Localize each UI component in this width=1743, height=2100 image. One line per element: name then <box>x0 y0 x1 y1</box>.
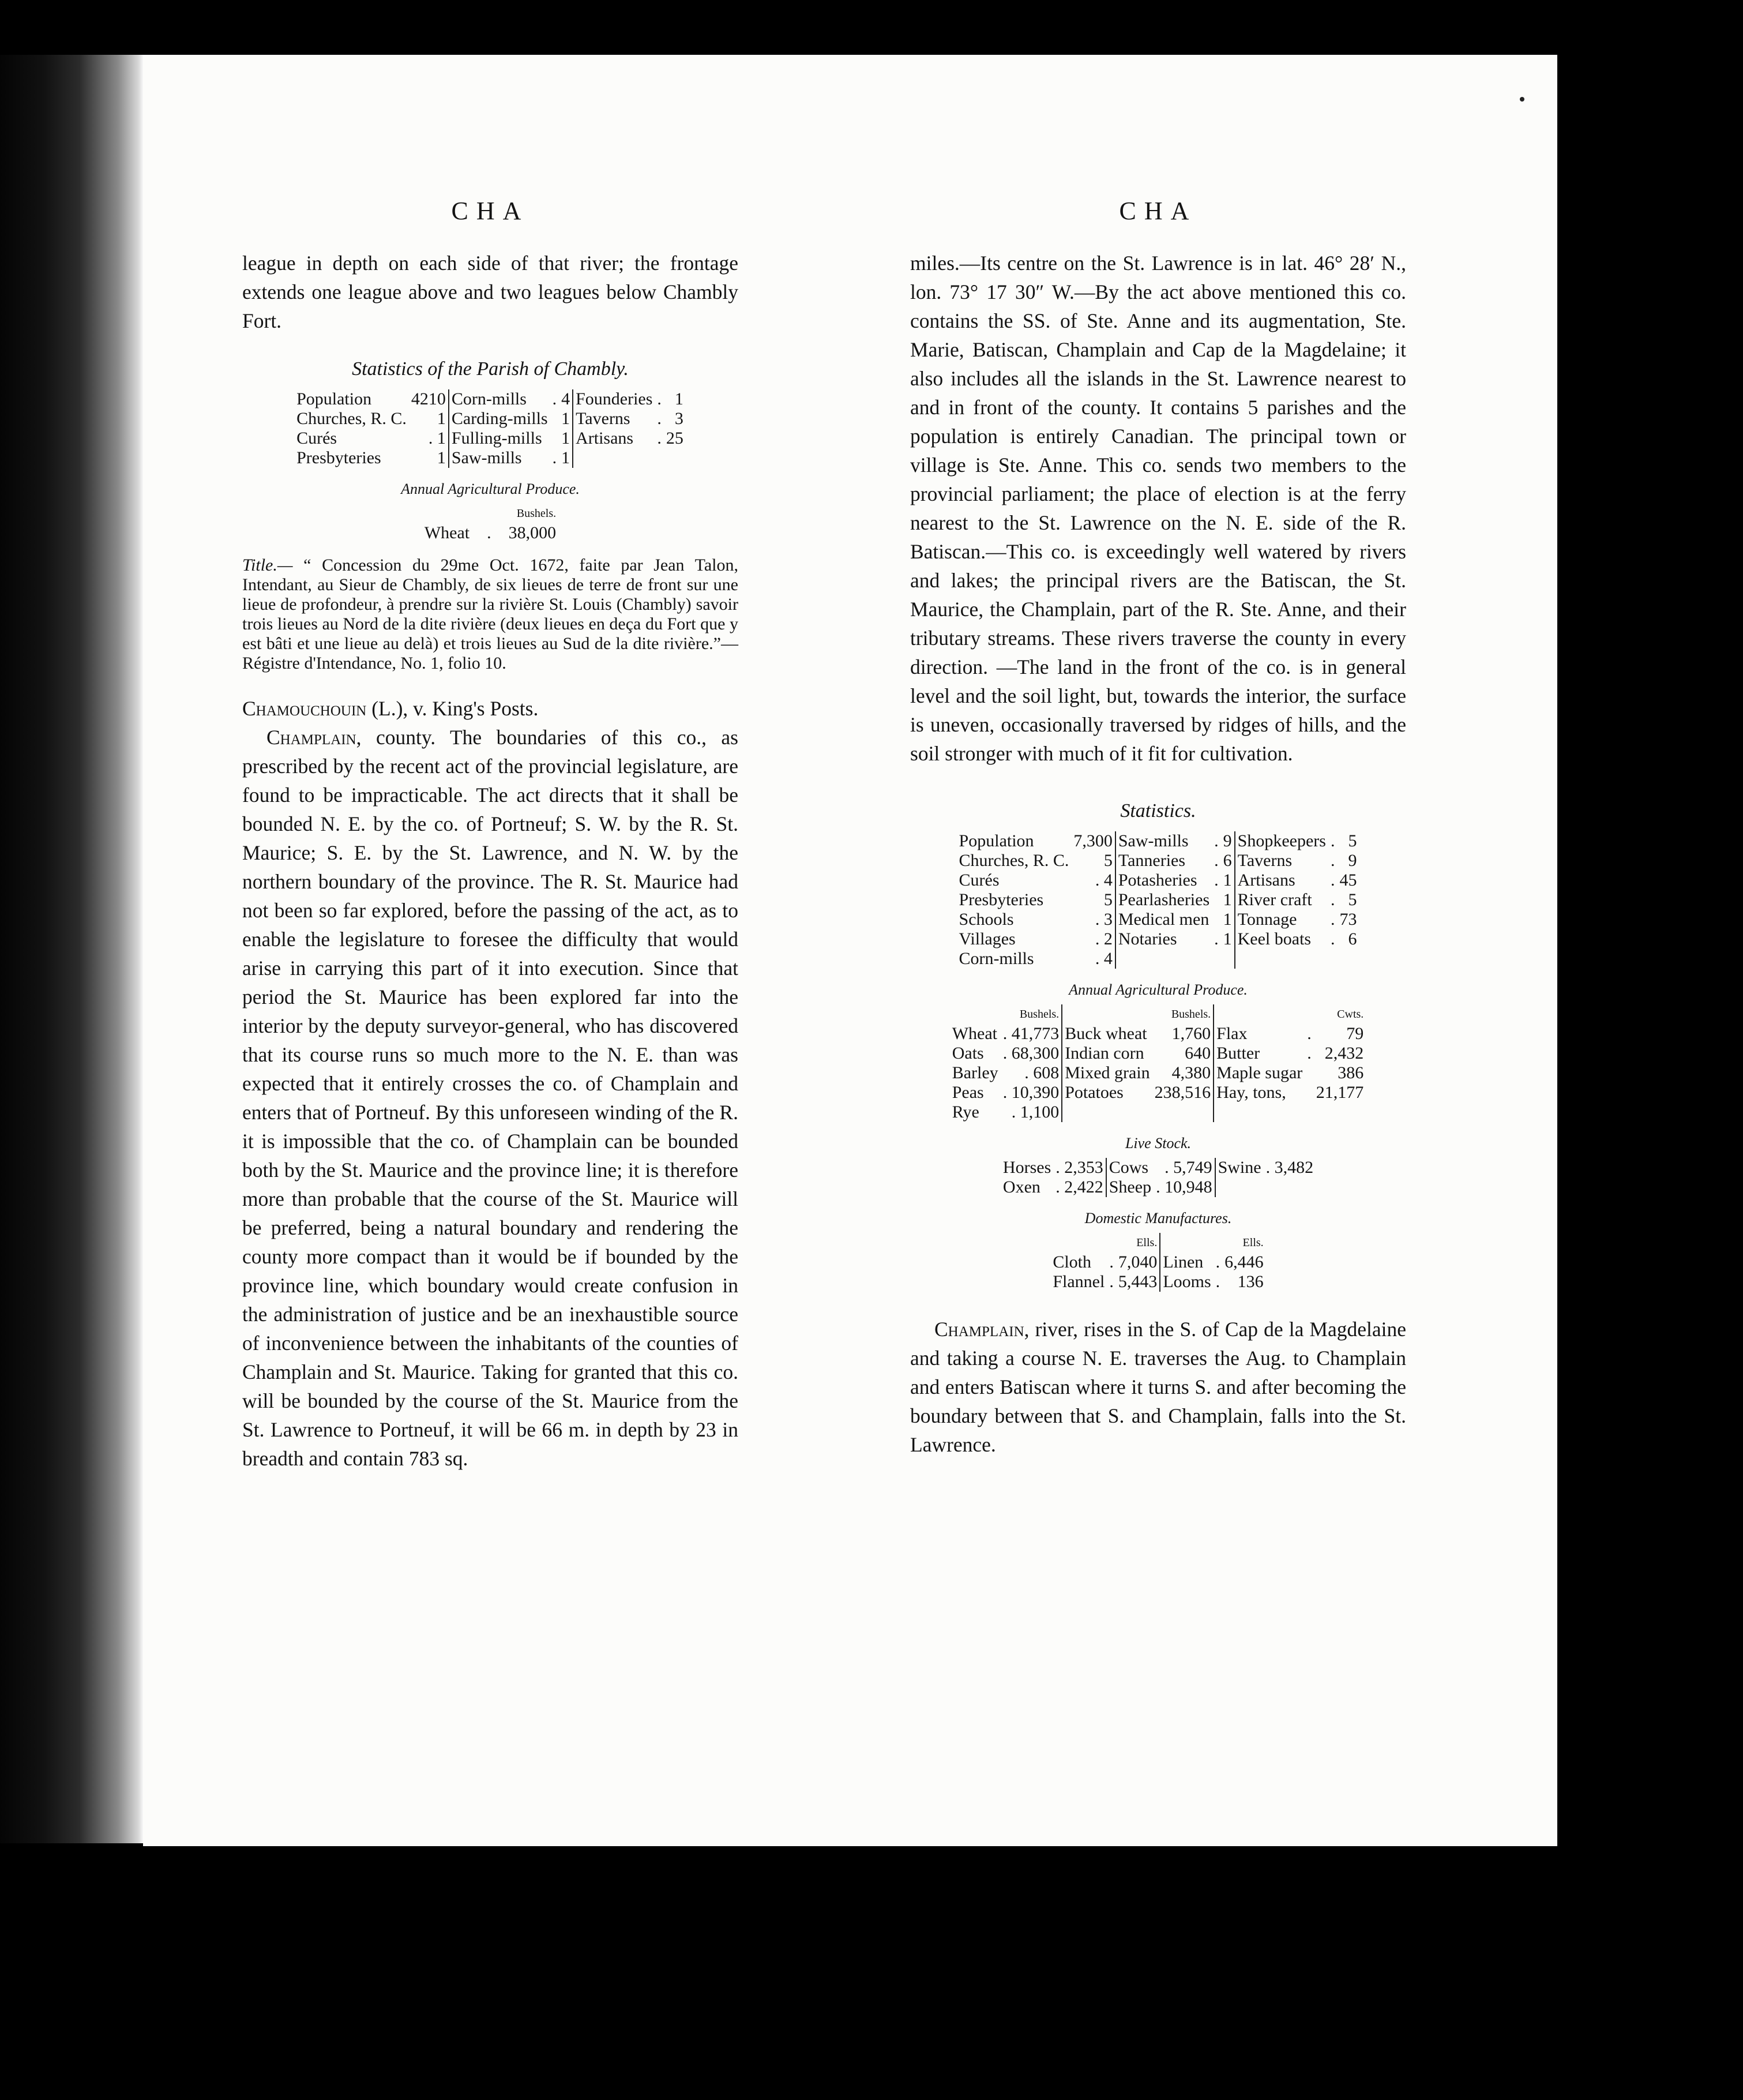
table-cell: . <box>1330 890 1335 909</box>
table-cell: 4210 <box>409 389 449 409</box>
right-column <box>910 138 1406 1459</box>
table-cell: Indian corn <box>1065 1044 1144 1063</box>
live-stock-table <box>1001 1158 1316 1197</box>
table-cell: Tanneries <box>1118 851 1186 870</box>
table-cell: . <box>1307 1024 1312 1043</box>
table-cell: Shopkeepers <box>1237 831 1326 850</box>
table-cell: . <box>1215 1272 1220 1291</box>
table-cell: Curés <box>296 429 337 448</box>
table-cell: Artisans <box>576 429 634 448</box>
table-cell: 2,432 <box>1324 1044 1364 1063</box>
table-row <box>957 890 1359 910</box>
table-cell: Taverns <box>576 409 630 428</box>
book-spine-shadow <box>0 55 144 1843</box>
table-cell <box>664 448 686 468</box>
domestic-table <box>1050 1233 1265 1292</box>
table-cell <box>1264 1178 1316 1197</box>
table-cell: 9 <box>1221 831 1235 851</box>
table-cell: . <box>1109 1272 1114 1291</box>
table-cell: . 1 <box>409 429 449 448</box>
table-cell: 4 <box>559 389 573 409</box>
running-head-left: CHA <box>451 197 529 225</box>
table-cell: 5 <box>1071 890 1115 910</box>
table-row <box>957 851 1359 871</box>
table-cell: Presbyteries <box>296 448 381 467</box>
entry-head: Chamouchouin <box>242 697 367 720</box>
table-cell: . 3,482 <box>1265 1158 1314 1177</box>
table-cell: 6 <box>1221 851 1235 871</box>
table-cell: 238,516 <box>1152 1083 1214 1102</box>
title-note <box>242 556 738 673</box>
table-cell: . <box>1330 831 1335 850</box>
table-cell: Sheep <box>1109 1178 1152 1197</box>
table-row <box>950 1024 1366 1044</box>
table-cell: . <box>657 389 662 408</box>
table-cell <box>550 409 559 429</box>
domestic-title: Domestic Manufactures. <box>1084 1210 1232 1227</box>
page-speck <box>1520 97 1524 102</box>
table-cell: Churches, R. C. <box>959 851 1069 870</box>
table-cell: . <box>1330 851 1335 870</box>
table-cell: . <box>1214 851 1219 870</box>
table-cell: Linen <box>1163 1252 1204 1272</box>
table-cell: Saw-mills <box>451 448 522 467</box>
table-row <box>950 1063 1366 1083</box>
left-column <box>242 138 738 1473</box>
table-cell: Cows <box>1109 1158 1149 1177</box>
table-cell: Barley <box>952 1063 998 1082</box>
produce-dot: . <box>487 523 491 542</box>
live-stock-title: Live Stock. <box>1125 1135 1192 1152</box>
table-cell: . 5,749 <box>1154 1158 1215 1178</box>
produce-item: Wheat <box>424 523 470 542</box>
table-cell: . 10,390 <box>1001 1083 1062 1102</box>
table-cell: Potasheries <box>1118 871 1197 890</box>
champlain-stats-title: Statistics. <box>1120 800 1196 822</box>
table-cell: 4,380 <box>1152 1063 1214 1083</box>
table-cell: . <box>1307 1044 1312 1063</box>
table-cell <box>573 448 655 468</box>
table-row <box>957 949 1359 969</box>
table-cell: 5 <box>1348 890 1357 909</box>
table-cell: 1 <box>1221 929 1235 949</box>
table-cell: . <box>1330 910 1335 929</box>
table-cell: Notaries <box>1118 929 1177 948</box>
table-cell: River craft <box>1237 890 1312 909</box>
table-cell <box>1235 949 1328 969</box>
chambly-produce-wrap <box>242 504 738 543</box>
table-cell: 7,040 <box>1116 1252 1160 1272</box>
table-cell <box>1305 1102 1314 1122</box>
champlain-produce-wrap <box>910 1004 1406 1122</box>
table-cell: Hay, tons, <box>1216 1083 1286 1102</box>
table-cell: Artisans <box>1237 871 1295 890</box>
champlain-produce-table <box>950 1004 1367 1122</box>
table-cell: 45 <box>1339 871 1357 890</box>
entry-champlain-river <box>910 1315 1406 1459</box>
table-row <box>950 1083 1366 1102</box>
table-cell: Peas <box>952 1083 984 1102</box>
table-cell <box>1062 1102 1152 1122</box>
table-cell: 1 <box>409 409 449 429</box>
table-cell: 73 <box>1339 910 1357 929</box>
table-cell <box>655 448 664 468</box>
table-cell: 79 <box>1346 1024 1364 1043</box>
table-cell: Rye <box>952 1102 979 1122</box>
table-cell: 6,446 <box>1224 1252 1264 1272</box>
table-cell: . <box>552 448 557 467</box>
table-cell: Corn-mills <box>451 389 527 408</box>
table-row <box>1050 1252 1265 1272</box>
table-cell: Potatoes <box>1065 1083 1124 1102</box>
table-cell: Tonnage <box>1237 910 1297 929</box>
table-cell: 21,177 <box>1316 1083 1364 1102</box>
table-cell: . <box>1330 871 1335 890</box>
table-cell <box>1214 1102 1305 1122</box>
unit-label: Bushels. <box>1152 1004 1214 1024</box>
table-row <box>1050 1272 1265 1292</box>
table-cell: . 4 <box>1071 871 1115 890</box>
table-cell: . <box>552 389 557 408</box>
table-cell: Carding-mills <box>451 409 548 428</box>
entry-head: Champlain <box>266 726 356 749</box>
table-cell: . 10,948 <box>1154 1178 1215 1197</box>
table-cell: 1 <box>1221 910 1235 929</box>
table-cell <box>1221 949 1235 969</box>
table-cell: Oxen <box>1002 1178 1040 1197</box>
table-row <box>957 929 1359 949</box>
title-text: “ Concession du 29me Oct. 1672, faite par Jean Talon, Intendant, au Sieur de Chambly, de six lieues de terre de front sur une lieue de profondeur, à prendre sur la rivière St. Louis (Chambly) savoir trois lieues au Nord de la dite rivière (deux lieues en deça du Fort que y est bâti et une lieue au delà) et trois lieues au Sud de la dite rivière.”—Régistre d'Intendance, No. 1, folio 10. <box>242 556 739 673</box>
table-row <box>950 1102 1366 1122</box>
table-cell: . 2 <box>1071 929 1115 949</box>
table-cell: 640 <box>1152 1044 1214 1063</box>
table-cell: Swine <box>1218 1158 1261 1177</box>
table-row <box>957 831 1359 851</box>
live-stock-wrap <box>910 1158 1406 1197</box>
unit-label: Ells. <box>1116 1233 1160 1252</box>
table-cell: 136 <box>1237 1272 1264 1291</box>
table-cell: Butter <box>1216 1044 1260 1063</box>
table-cell: Schools <box>959 910 1014 929</box>
chambly-stats-table-wrap <box>242 389 738 468</box>
table-cell <box>1215 1178 1264 1197</box>
table-row <box>294 389 686 409</box>
table-cell: Taverns <box>1237 851 1293 870</box>
table-row <box>294 448 686 468</box>
table-cell: Wheat <box>952 1024 997 1043</box>
champlain-produce-title: Annual Agricultural Produce. <box>1069 981 1248 998</box>
table-cell: . <box>657 429 662 448</box>
table-cell: 3 <box>674 409 683 428</box>
table-cell: Mixed grain <box>1065 1063 1150 1082</box>
table-cell: . <box>1214 871 1219 890</box>
chambly-stats-title: Statistics of the Parish of Chambly. <box>352 358 629 380</box>
table-cell: 386 <box>1338 1063 1364 1082</box>
table-cell: . <box>1215 1252 1220 1272</box>
table-cell: Keel boats <box>1237 929 1312 948</box>
table-cell: 1 <box>409 448 449 468</box>
table-row <box>957 871 1359 890</box>
unit-label: Bushels. <box>1001 1004 1062 1024</box>
table-cell: . 68,300 <box>1001 1044 1062 1063</box>
table-cell: 1 <box>559 429 573 448</box>
table-cell: Curés <box>959 871 1000 890</box>
table-cell: 1 <box>1221 890 1235 910</box>
table-cell: 1 <box>559 409 573 429</box>
table-cell: Population <box>959 831 1034 850</box>
champlain-stats-table <box>957 831 1360 969</box>
chambly-produce-title: Annual Agricultural Produce. <box>401 481 580 497</box>
table-row <box>294 409 686 429</box>
produce-value: 38,000 <box>508 523 557 542</box>
entry-text: (L.), v. King's Posts. <box>366 697 539 720</box>
table-cell: Flax <box>1216 1024 1248 1043</box>
table-cell <box>1115 949 1212 969</box>
table-row <box>950 1044 1366 1063</box>
table-cell: 9 <box>1348 851 1357 870</box>
table-cell: Flannel <box>1053 1272 1105 1291</box>
table-cell: . <box>1330 929 1335 948</box>
table-cell: 1 <box>559 448 573 468</box>
chambly-stats-table <box>294 389 686 468</box>
table-cell: . 608 <box>1001 1063 1062 1083</box>
champlain-stats-wrap <box>910 831 1406 969</box>
table-cell <box>1212 949 1221 969</box>
table-cell: 5 <box>1071 851 1115 871</box>
running-head-right: CHA <box>1119 197 1197 225</box>
table-cell: Corn-mills <box>959 949 1034 968</box>
unit-label: Bushels. <box>516 507 557 520</box>
table-cell: Buck wheat <box>1065 1024 1147 1043</box>
table-cell: Villages <box>959 929 1016 948</box>
entry-head: Champlain <box>934 1318 1024 1341</box>
table-row <box>1001 1158 1316 1178</box>
table-cell <box>550 429 559 448</box>
chambly-continuation: league in depth on each side of that river; the frontage extends one league above and two leagues below Chambly Fort. <box>242 252 738 332</box>
table-cell: 1 <box>674 389 683 408</box>
table-cell: . <box>1109 1252 1114 1272</box>
table-cell <box>1212 910 1221 929</box>
table-cell: 1 <box>1221 871 1235 890</box>
table-cell: Looms <box>1163 1272 1211 1291</box>
table-cell: 1,760 <box>1152 1024 1214 1044</box>
table-cell: Medical men <box>1118 910 1209 929</box>
title-lead: Title.— <box>242 556 293 575</box>
table-cell: Presbyteries <box>959 890 1044 909</box>
table-cell: . 3 <box>1071 910 1115 929</box>
table-cell: Pearlasheries <box>1118 890 1210 909</box>
table-cell <box>1305 1083 1314 1102</box>
table-row <box>1001 1178 1316 1197</box>
table-cell <box>1314 1102 1366 1122</box>
unit-label: Cwts. <box>1337 1008 1364 1021</box>
table-cell <box>1212 890 1221 910</box>
champlain-continuation: miles.—Its centre on the St. Lawrence is in lat. 46° 28′ N., lon. 73° 17 30″ W.—By the act above mentioned this co. contains the SS. of Ste. Anne and its augmentation, Ste. Marie, Batiscan, Champlain and Cap de la Magdelaine; it also includes all the islands in the St. Lawrence nearest to and in front of the county. It contains 5 parishes and the population is entirely Canadian. The principal town or village is Ste. Anne. This co. sends two members to the provincial parliament; the place of election is at the ferry nearest to the St. Lawrence on the N. E. side of the R. Batiscan.—This co. is exceedingly well watered by rivers and lakes; the principal rivers are the Batiscan, the St. Maurice, the Champlain, part of the R. Ste. Anne, and their tributary streams. These rivers traverse the county in every direction. —The land in the front of the co. is in general level and the soil light, but, towards the interior, the surface is uneven, occasionally traversed by ridges of hills, and the soil stronger with much of it fit for cultivation. <box>910 252 1406 765</box>
table-cell: Founderies <box>576 389 653 408</box>
table-cell: Oats <box>952 1044 984 1063</box>
table-cell: . 4 <box>1071 949 1115 969</box>
table-cell: 7,300 <box>1071 831 1115 851</box>
table-cell: . 2,353 <box>1053 1158 1106 1178</box>
table-cell: . 41,773 <box>1001 1024 1062 1044</box>
table-cell: . <box>1214 929 1219 948</box>
table-cell: Population <box>296 389 372 408</box>
table-cell: . <box>657 409 662 428</box>
table-cell: Maple sugar <box>1216 1063 1303 1082</box>
table-cell: Saw-mills <box>1118 831 1189 850</box>
table-cell: . 1,100 <box>1001 1102 1062 1122</box>
table-cell: 5 <box>1348 831 1357 850</box>
entry-text: , river, rises in the S. of Cap de la Magdelaine and taking a course N. E. traverses the Aug. to Champlain and enters Batiscan where it turns S. and after becoming the boundary between that S. and Champlain, falls into the St. Lawrence. <box>910 1318 1406 1456</box>
entry-champlain-county <box>242 723 738 1473</box>
table-cell <box>1337 949 1359 969</box>
table-cell: Horses <box>1002 1158 1051 1177</box>
table-cell <box>1152 1102 1214 1122</box>
unit-label: Ells. <box>1242 1236 1264 1249</box>
table-cell: 5,443 <box>1116 1272 1160 1292</box>
table-cell: Fulling-mills <box>451 429 542 448</box>
table-cell <box>1328 949 1338 969</box>
table-row <box>294 429 686 448</box>
table-cell: . <box>1214 831 1219 850</box>
chambly-produce-table <box>422 504 558 543</box>
table-cell: Cloth <box>1053 1252 1092 1272</box>
entry-text: , county. The boundaries of this co., as prescribed by the recent act of the provincial legislature, are found to be impracticable. The act directs that it shall be bounded N. E. by the co. of Portneuf; S. W. by the R. St. Maurice; S. E. by the St. Lawrence, and N. W. by the northern boundary of the province. The R. St. Maurice had not been so far explored, before the passing of the act, as to enable the legislature to foresee the difficulty that would arise in carrying this part of it into execution. Since that period the St. Maurice has been explored far into the interior by the deputy surveyor-general, who has discovered that its course runs so much more to the N. E. than was expected that it entirely crosses the co. of Champlain and enters that of Portneuf. By this unforeseen winding of the R. it is impossible that the co. of Champlain can be bounded both by the St. Maurice and the province line; it is therefore more than probable that the course of the St. Maurice will be preferred, being a natural boundary and rendering the county more compact than it would be if bounded by the province line, which boundary would create confusion in the administration of justice and be an inexhaustible source of inconvenience between the inhabitants of the counties of Champlain and St. Maurice. Taking for granted that this co. will be bounded by the course of the St. Maurice from the St. Lawrence to Portneuf, it will be 66 m. in depth by 23 in breadth and contain 783 sq. <box>242 726 738 1470</box>
table-cell: . 2,422 <box>1053 1178 1106 1197</box>
table-row <box>957 910 1359 929</box>
domestic-wrap <box>910 1233 1406 1292</box>
table-cell <box>1305 1063 1314 1083</box>
table-cell: 25 <box>666 429 683 448</box>
table-cell: Churches, R. C. <box>296 409 407 428</box>
table-cell: 6 <box>1348 929 1357 948</box>
entry-chamouchouin <box>242 694 738 723</box>
